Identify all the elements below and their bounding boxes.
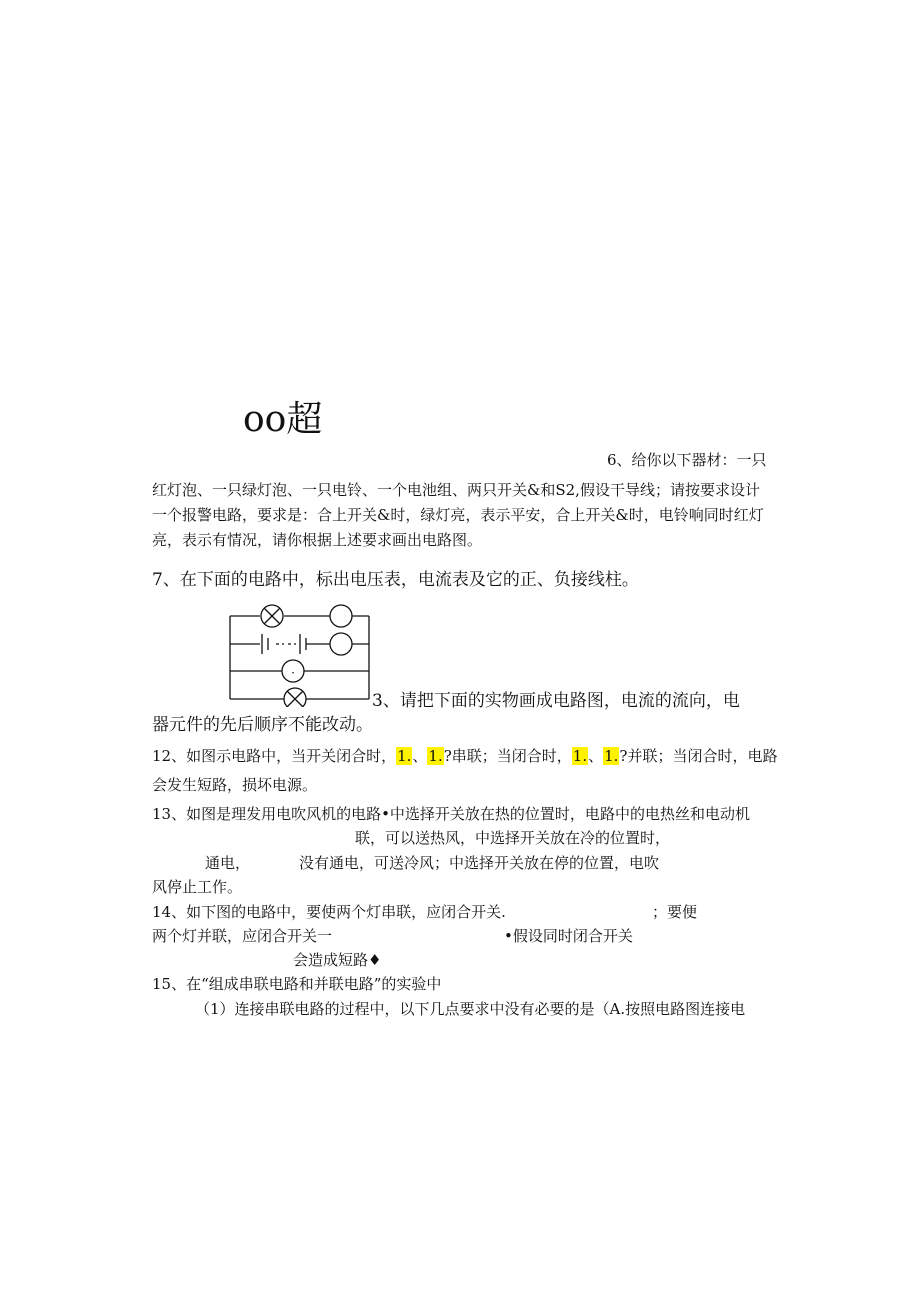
lamp-2 xyxy=(284,688,306,707)
circuit-diagram xyxy=(228,602,373,707)
q12-highlight-1: 1. xyxy=(397,747,412,765)
q12-highlight-2: 1. xyxy=(428,747,443,765)
q6-line2: 红灯泡、一只绿灯泡、一只电铃、一个电池组、两只开关&和S2,假设干导线；请按要求设计 xyxy=(152,481,760,499)
lamp-1 xyxy=(261,605,283,627)
q6-line1: 6、给你以下器材：一只 xyxy=(607,451,767,469)
q12-text-c: ?并联；当闭合时，电路 xyxy=(619,747,778,765)
q6-line3: 一个报警电路，要求是：合上开关&时，绿灯亮，表示平安，合上开关&时，电铃响同时红灯 xyxy=(152,506,764,524)
q14-line3: 会造成短路♦ xyxy=(293,951,382,969)
q13-line2: 联，可以送热风，中选择开关放在冷的位置时， xyxy=(355,829,671,847)
q15-line1: 15、在“组成串联电路和并联电路”的实验中 xyxy=(152,975,442,993)
q12-highlight-4: 1. xyxy=(604,747,619,765)
q12-line1 xyxy=(152,743,777,769)
q3-line1: 3、请把下面的实物画成电路图，电流的流向，电 xyxy=(372,691,740,711)
q13-line4: 风停止工作。 xyxy=(152,878,243,896)
q7-text: 7、在下面的电路中，标出电压表，电流表及它的正、负接线柱。 xyxy=(152,570,639,590)
q13-line1: 13、如图是理发用电吹风机的电路•中选择开关放在热的位置时，电路中的电热丝和电动机 xyxy=(152,805,750,823)
q12-sep-2: 、 xyxy=(588,747,604,765)
q13-line3b: 没有通电，可送冷风；中选择开关放在停的位置，电吹 xyxy=(299,854,660,872)
q14-line1a: 14、如下图的电路中，要使两个灯串联，应闭合开关. xyxy=(152,903,506,921)
q15-line2: （1）连接串联电路的过程中，以下几点要求中没有必要的是（A.按照电路图连接电 xyxy=(195,1000,746,1018)
q12-sep-1: 、 xyxy=(412,747,428,765)
header-stamp: oo超 xyxy=(243,399,323,440)
q6-line4: 亮，表示有情况，请你根据上述要求画出电路图。 xyxy=(152,531,483,549)
meter-middle-label: · xyxy=(291,666,295,680)
q13-line3a: 通电， xyxy=(205,854,251,872)
q14-line1b: ；要便 xyxy=(652,903,698,921)
meter-right xyxy=(330,633,352,655)
q12-line2: 会发生短路，损坏电源。 xyxy=(152,776,318,794)
q12-text-a: 12、如图示电路中，当开关闭合时， xyxy=(152,747,397,765)
q14-line2b: •假设同时闭合开关 xyxy=(504,927,633,945)
meter-top xyxy=(330,605,352,627)
q14-line2a: 两个灯并联，应闭合开关一 xyxy=(152,927,333,945)
q3-line2: 器元件的先后顺序不能改动。 xyxy=(152,715,373,735)
q12-text-b: ?串联；当闭合时， xyxy=(443,747,572,765)
q12-highlight-3: 1. xyxy=(572,747,588,765)
